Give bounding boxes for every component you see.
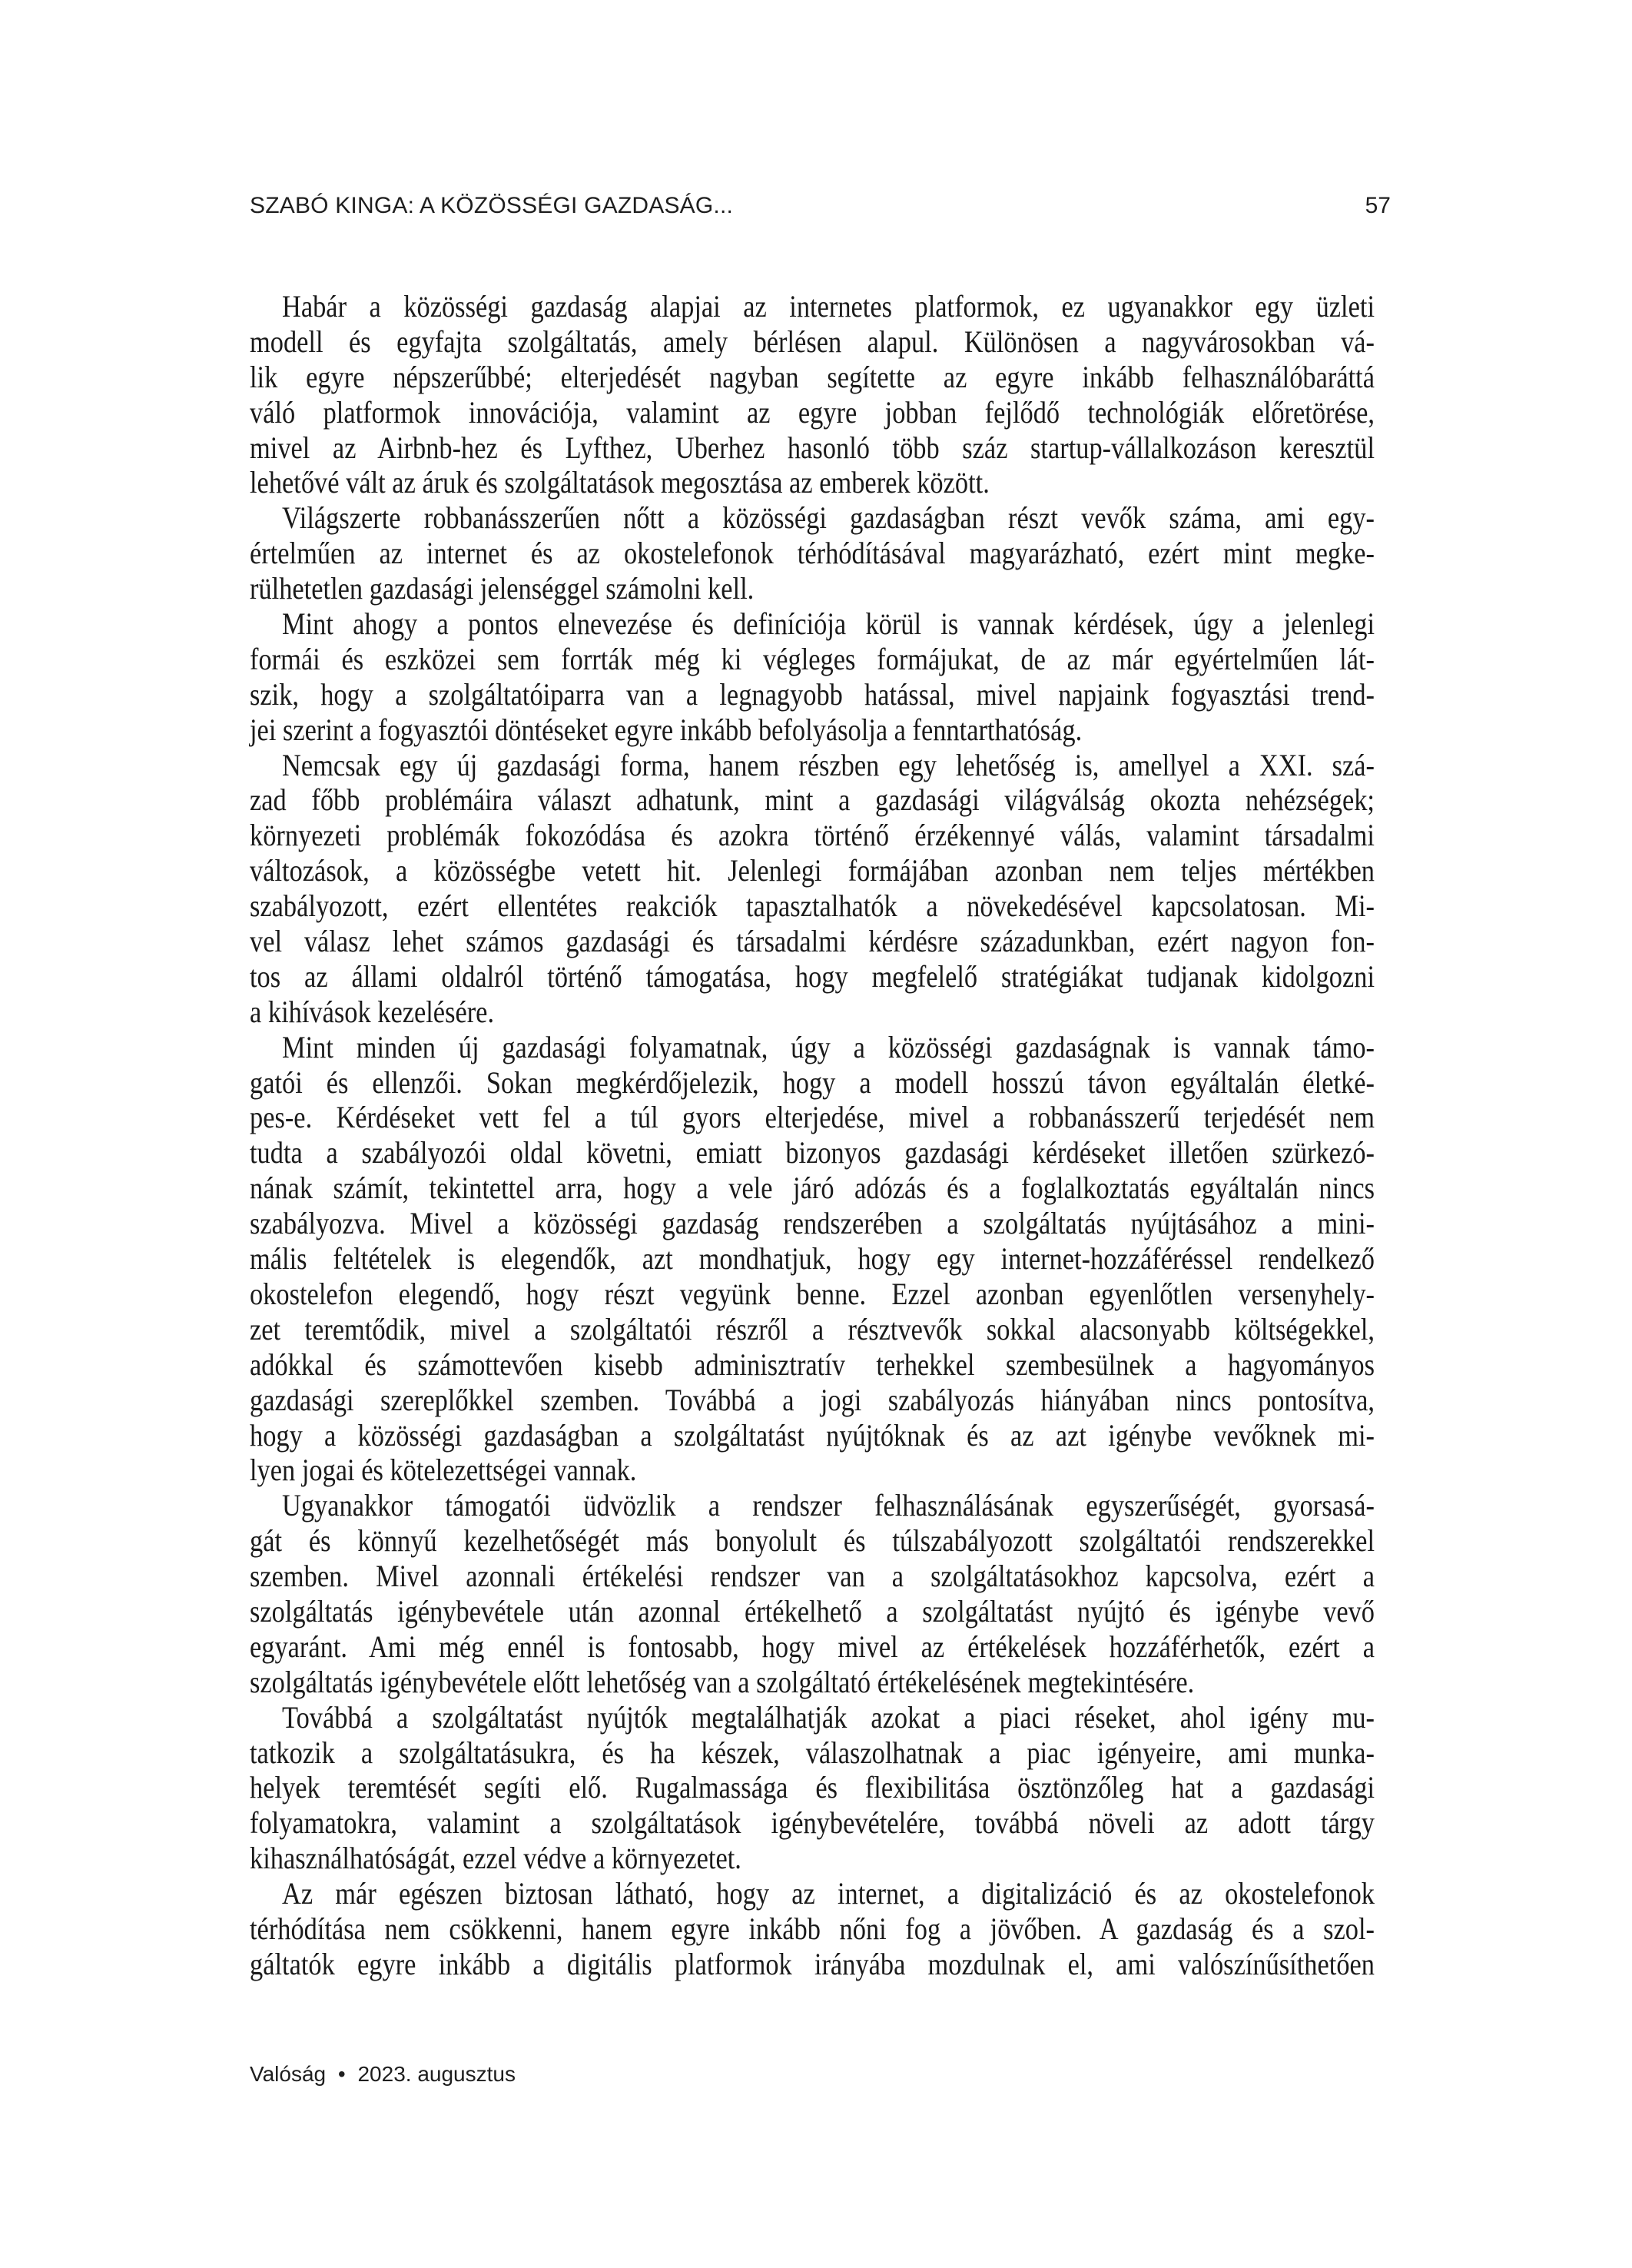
line-text: Mint minden új gazdasági folyamatnak, úgy a közösségi gazdaságnak is vannak támo-	[282, 1029, 1375, 1064]
line-text: okostelefon elegendő, hogy részt vegyünk benne. Ezzel azonban egyenlőtlen versenyhely-	[250, 1276, 1375, 1311]
line-text: formái és eszközei sem forrták még ki végleges formájukat, de az már egyértelműen lát-	[250, 641, 1375, 676]
line-text: mális feltételek is elegendők, azt mondhatjuk, hogy egy internet-hozzáféréssel rendelkező	[250, 1241, 1375, 1277]
text-line	[250, 748, 1375, 783]
line-text: Ugyanakkor támogatói üdvözlik a rendszer felhasználásának egyszerűségét, gyorsasá-	[282, 1488, 1375, 1523]
line-text: a kihívások kezelésére.	[250, 994, 495, 1029]
text-line	[250, 395, 1375, 430]
text-line	[250, 1700, 1375, 1735]
text-line	[250, 430, 1375, 466]
line-text: Mint ahogy a pontos elnevezése és definíciója körül is vannak kérdések, úgy a jelenlegi	[282, 606, 1375, 642]
line-text: gazdasági szereplőkkel szemben. Továbbá a jogi szabályozás hiányában nincs pontosítva,	[250, 1382, 1375, 1417]
line-text: tos az állami oldalról történő támogatása, hogy megfelelő stratégiákat tudjanak kidolgozni	[250, 958, 1375, 994]
text-line	[250, 1277, 1375, 1312]
line-text: mivel az Airbnb-hez és Lyfthez, Uberhez hasonló több száz startup-vállalkozáson keresztül	[250, 430, 1375, 465]
text-line	[250, 1171, 1375, 1206]
text-line	[250, 1135, 1375, 1171]
text-line	[250, 1911, 1375, 1947]
text-line	[250, 1488, 1375, 1523]
text-line	[250, 289, 1375, 324]
line-text: Habár a közösségi gazdaság alapjai az internetes platformok, ez ugyanakkor egy üzleti	[282, 289, 1375, 324]
text-line	[250, 995, 1375, 1030]
text-line	[250, 1312, 1375, 1347]
paragraph	[250, 500, 1375, 606]
line-text: pes-e. Kérdéseket vett fel a túl gyors elterjedése, mivel a robbanásszerű terjedését nem	[250, 1100, 1375, 1135]
paragraph	[250, 1876, 1375, 1982]
line-text: szolgáltatás igénybevétele előtt lehetőség van a szolgáltató értékelésének megtekintésére.	[250, 1664, 1195, 1699]
line-text: nának számít, tekintettel arra, hogy a vele járó adózás és a foglalkoztatás egyáltalán nincs	[250, 1171, 1375, 1206]
line-text: vel válasz lehet számos gazdasági és társadalmi kérdésre századunkban, ezért nagyon fon-	[250, 924, 1375, 959]
text-line	[250, 1594, 1375, 1629]
text-line	[250, 1805, 1375, 1841]
line-text: adókkal és számottevően kisebb adminisztratív terhekkel szembesülnek a hagyományos	[250, 1347, 1375, 1382]
line-text: értelműen az internet és az okostelefonok térhódításával magyarázható, ezért mint megke-	[250, 536, 1375, 571]
line-text: zad főbb problémáira választ adhatunk, mint a gazdasági világválság okozta nehézségek;	[250, 782, 1375, 818]
page-number: 57	[1365, 193, 1391, 218]
line-text: modell és egyfajta szolgáltatás, amely bérlésen alapul. Különösen a nagyvárosokban vá-	[250, 324, 1375, 359]
line-text: lehetővé vált az áruk és szolgáltatások megosztása az emberek között.	[250, 465, 990, 500]
footer-issue-date: 2023. augusztus	[357, 2062, 516, 2086]
text-line	[250, 1629, 1375, 1665]
paragraph	[250, 1488, 1375, 1699]
line-text: egyaránt. Ami még ennél is fontosabb, hogy mivel az értékelések hozzáférhetők, ezért a	[250, 1629, 1375, 1664]
text-line	[250, 1065, 1375, 1101]
line-text: szik, hogy a szolgáltatóiparra van a legnagyobb hatással, mivel napjaink fogyasztási trend-	[250, 676, 1375, 712]
text-line	[250, 1241, 1375, 1277]
text-line	[250, 360, 1375, 395]
text-line	[250, 1030, 1375, 1065]
text-line	[250, 1523, 1375, 1559]
line-text: gát és könnyű kezelhetőségét más bonyolult és túlszabályozott szolgáltatói rendszerekkel	[250, 1523, 1375, 1559]
page-footer	[250, 2061, 516, 2087]
paragraph	[250, 289, 1375, 500]
line-text: rülhetetlen gazdasági jelenséggel számolni kell.	[250, 571, 755, 606]
text-line	[250, 818, 1375, 853]
line-text: zet teremtődik, mivel a szolgáltatói részről a résztvevők sokkal alacsonyabb költségekkel,	[250, 1311, 1375, 1347]
paragraph	[250, 606, 1375, 748]
text-line	[250, 536, 1375, 571]
line-text: jei szerint a fogyasztói döntéseket egyre inkább befolyásolja a fenntarthatóság.	[250, 712, 1083, 747]
text-line	[250, 1735, 1375, 1771]
text-line	[250, 465, 1375, 500]
text-line	[250, 1876, 1375, 1911]
article-body	[250, 289, 1375, 1982]
line-text: lyen jogai és kötelezettségei vannak.	[250, 1453, 637, 1488]
running-head	[250, 191, 1391, 221]
line-text: Világszerte robbanásszerűen nőtt a közösségi gazdaságban részt vevők száma, ami egy-	[282, 500, 1375, 536]
line-text: tudta a szabályozói oldal követni, emiatt bizonyos gazdasági kérdéseket illetően szürkezó-	[250, 1135, 1375, 1171]
paragraph	[250, 1030, 1375, 1489]
text-line	[250, 642, 1375, 677]
text-line	[250, 853, 1375, 888]
line-text: lik egyre népszerűbbé; elterjedését nagyban segítette az egyre inkább felhasználóbaráttá	[250, 359, 1375, 394]
text-line	[250, 1770, 1375, 1805]
text-line	[250, 1559, 1375, 1594]
text-line	[250, 324, 1375, 360]
text-line	[250, 677, 1375, 712]
line-text: hogy a közösségi gazdaságban a szolgáltatást nyújtóknak és az azt igénybe vevőknek mi-	[250, 1417, 1375, 1453]
text-line	[250, 1347, 1375, 1383]
paragraph	[250, 1700, 1375, 1876]
paragraph	[250, 748, 1375, 1030]
line-text: szabályozva. Mivel a közösségi gazdaság rendszerében a szolgáltatás nyújtásához a mini-	[250, 1206, 1375, 1241]
line-text: Az már egészen biztosan látható, hogy az internet, a digitalizáció és az okostelefonok	[282, 1876, 1375, 1911]
text-line	[250, 888, 1375, 924]
line-text: változások, a közösségbe vetett hit. Jelenlegi formájában azonban nem teljes mértékben	[250, 853, 1375, 888]
text-line	[250, 959, 1375, 995]
text-line	[250, 1453, 1375, 1488]
text-line	[250, 1947, 1375, 1982]
line-text: folyamatokra, valamint a szolgáltatások igénybevételére, továbbá növeli az adott tárgy	[250, 1805, 1375, 1841]
text-line	[250, 1383, 1375, 1418]
text-line	[250, 606, 1375, 642]
text-line	[250, 712, 1375, 748]
line-text: helyek teremtését segíti elő. Rugalmassága és flexibilitása ösztönzőleg hat a gazdasági	[250, 1770, 1375, 1805]
line-text: térhódítása nem csökkenni, hanem egyre inkább nőni fog a jövőben. A gazdaság és a szol-	[250, 1911, 1375, 1946]
line-text: gatói és ellenzői. Sokan megkérdőjelezik, hogy a modell hosszú távon egyáltalán életké-	[250, 1064, 1375, 1100]
text-line	[250, 1418, 1375, 1453]
line-text: Továbbá a szolgáltatást nyújtók megtalálhatják azokat a piaci réseket, ahol igény mu-	[282, 1699, 1375, 1735]
text-line	[250, 1100, 1375, 1135]
text-line	[250, 1841, 1375, 1876]
text-line	[250, 571, 1375, 606]
line-text: szabályozott, ezért ellentétes reakciók tapasztalhatók a növekedésével kapcsolatosan. Mi-	[250, 888, 1375, 924]
line-text: gáltatók egyre inkább a digitális platformok irányába mozdulnak el, ami valószínűsíthetően	[250, 1946, 1375, 1981]
text-line	[250, 782, 1375, 818]
line-text: kihasználhatóságát, ezzel védve a környezetet.	[250, 1841, 741, 1876]
line-text: környezeti problémák fokozódása és azokra történő érzékennyé válás, valamint társadalmi	[250, 818, 1375, 853]
line-text: váló platformok innovációja, valamint az egyre jobban fejlődő technológiák előretörése,	[250, 394, 1375, 430]
running-head-title: SZABÓ KINGA: A KÖZÖSSÉGI GAZDASÁG...	[250, 193, 734, 218]
text-line	[250, 1206, 1375, 1241]
line-text: Nemcsak egy új gazdasági forma, hanem részben egy lehetőség is, amellyel a XXI. szá-	[282, 747, 1375, 782]
text-line	[250, 924, 1375, 959]
footer-separator: •	[337, 2062, 346, 2086]
line-text: tatkozik a szolgáltatásukra, és ha készek, válaszolhatnak a piac igényeire, ami munka-	[250, 1735, 1375, 1770]
footer-journal-name: Valóság	[250, 2062, 327, 2086]
text-line	[250, 500, 1375, 536]
text-line	[250, 1665, 1375, 1700]
line-text: szolgáltatás igénybevétele után azonnal értékelhető a szolgáltatást nyújtó és igénybe vevő	[250, 1593, 1375, 1629]
line-text: szemben. Mivel azonnali értékelési rendszer van a szolgáltatásokhoz kapcsolva, ezért a	[250, 1559, 1375, 1594]
